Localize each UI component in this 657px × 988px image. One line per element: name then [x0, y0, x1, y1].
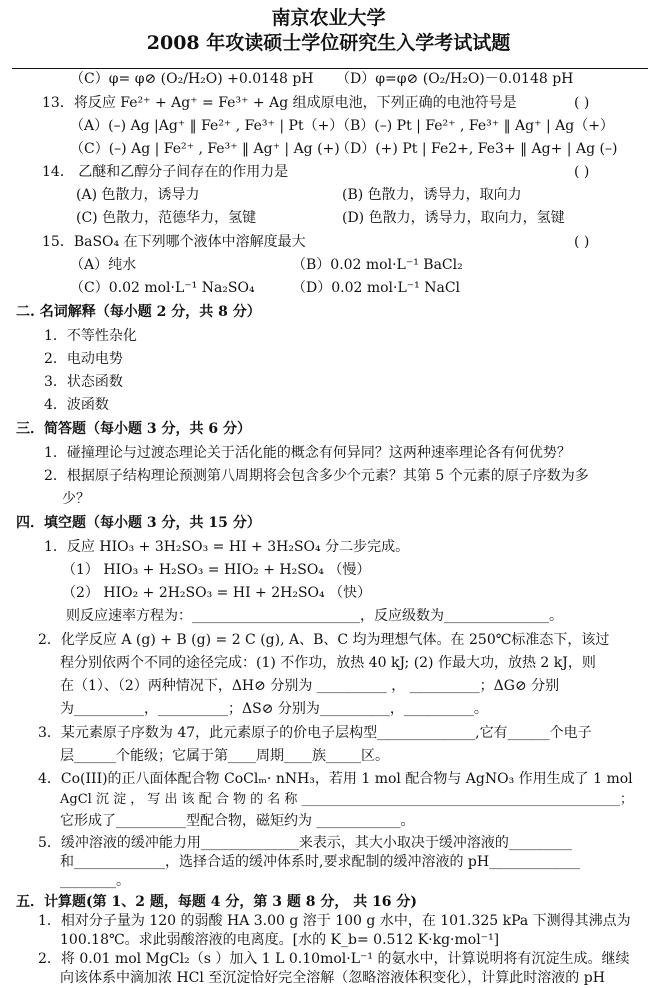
q13-option-d: （D）(+) Pt | Fe2+, Fe3+ ‖ Ag+ | Ag (–)	[336, 141, 618, 157]
q13-answer-paren: ( )	[574, 95, 590, 111]
section-3-q2-line1: 2．根据原子结构理论预测第八周期将会包含多少个元素？其第 5 个元素的原子序数为多	[44, 468, 589, 484]
q14-option-d: (D) 色散力，诱导力，取向力，氢键	[342, 210, 565, 226]
section-3-q1: 1．碰撞理论与过渡态理论关于活化能的概念有何异同？这两种速率理论各有何优势？	[44, 445, 571, 461]
section-3-q2-line2: 少？	[62, 491, 90, 507]
q15-stem: 15．BaSO₄ 在下列哪个液体中溶解度最大	[42, 234, 306, 250]
q13-option-a: （A）(–) Ag |Ag⁺ ‖ Fe²⁺ , Fe³⁺ | Pt（+）	[70, 118, 344, 134]
q15-option-d: （D）0.02 mol·L⁻¹ NaCl	[292, 280, 461, 296]
s4-q4-line2: AgCl 沉 淀 ， 写 出 该 配 合 物 的 名 称 _________________________________________________；	[60, 792, 634, 807]
q15-option-a: （A）纯水	[70, 257, 137, 273]
section-4-title: 四．填空题（每小题 3 分，共 15 分）	[16, 515, 261, 531]
s4-q5-line2: 和_____________，选择合适的缓冲体系时,要求配制的缓冲溶液的 pH_____________	[60, 854, 581, 870]
s5-q2-line2: 向该体系中滴加浓 HCl 至沉淀恰好完全溶解（忽略溶液体积变化），计算此时溶液的 pH	[60, 970, 605, 986]
header-rule	[12, 68, 648, 69]
section-2-title: 二. 名词解释（每小题 2 分，共 8 分）	[16, 304, 261, 320]
section-2-item: 2．电动电势	[44, 351, 123, 367]
s5-q1-line1: 1．相对分子量为 120 的弱酸 HA 3.00 g 溶于 100 g 水中，在 101.325 kPa 下测得其沸点为	[38, 913, 631, 929]
s5-q2-line1: 2．将 0.01 mol MgCl₂（s ）加入 1 L 0.10mol·L⁻¹ 的氨水中，计算说明将有沉淀生成。继续	[38, 951, 630, 967]
s4-q5-line3: ________。	[60, 873, 130, 889]
q14-option-a: (A) 色散力，诱导力	[76, 187, 200, 203]
q15-answer-paren: ( )	[574, 234, 590, 250]
s4-q4-line1: 4．Co(III)的正八面体配合物 CoClₘ· nNH₃，若用 1 mol 配合物与 AgNO₃ 作用生成了 1 mol	[38, 771, 633, 787]
q15-option-b: （B）0.02 mol·L⁻¹ BaCl₂	[292, 257, 463, 273]
q13-option-b: （B）(–) Pt | Fe²⁺ , Fe³⁺ ‖ Ag⁺ | Ag（+）	[336, 118, 614, 134]
exam-title: 2008 年攻读硕士学位研究生入学考试试题	[146, 32, 511, 54]
q12-option-d: （D）φ=φ⊘ (O₂/H₂O)－0.0148 pH	[336, 71, 574, 87]
q13-option-c: （C）(–) Ag | Fe²⁺ , Fe³⁺ ‖ Ag⁺ | Ag (+)	[70, 141, 340, 157]
s4-q1-line2: （1） HIO₃ + H₂SO₃ = HIO₂ + H₂SO₄ （慢）	[62, 562, 371, 578]
s4-q5-line1: 5．缓冲溶液的缓冲能力用______________来表示，其大小取决于缓冲溶液的_________	[38, 835, 572, 851]
q12-option-c: （C）φ= φ⊘ (O₂/H₂O) +0.0148 pH	[70, 71, 314, 87]
q14-option-c: (C) 色散力，范德华力，氢键	[76, 210, 257, 226]
q14-option-b: (B) 色散力，诱导力，取向力	[342, 187, 522, 203]
section-5-title: 五．计算题(第 1、2 题，每题 4 分，第 3 题 8 分， 共 16 分)	[16, 894, 418, 910]
s4-q3-line1: 3．某元素原子序数为 47，此元素原子的价电子层构型______________,它有______个电子	[38, 725, 592, 741]
s5-q1-line2: 100.18℃。求此弱酸溶液的电离度。[水的 K_b= 0.512 K·kg·mol⁻¹]	[60, 932, 500, 948]
s4-q2-line3: 在（1）、（2）两种情况下，ΔH⊘ 分别为 __________ ， __________；ΔG⊘ 分别	[60, 678, 560, 694]
q14-stem: 14． 乙醚和乙醇分子间存在的作用力是	[42, 164, 289, 180]
s4-q1-line4: 则反应速率方程为：________________________，反应级数为_______________。	[66, 608, 563, 624]
section-2-item: 4．波函数	[44, 397, 109, 413]
q13-stem: 13．将反应 Fe²⁺ + Ag⁺ = Fe³⁺ + Ag 组成原电池，下列正确的电池符号是	[42, 95, 517, 111]
s4-q1-line3: （2） HIO₂ + 2H₂SO₃ = HI + 2H₂SO₄ （快）	[62, 585, 372, 601]
university-name: 南京农业大学	[271, 7, 386, 29]
s4-q4-line3: 它形成了__________型配合物，磁矩约为 ____________。	[60, 813, 415, 829]
s4-q3-line2: 层______个能级；它属于第____周期____族_____区。	[60, 748, 389, 764]
s4-q1-line1: 1．反应 HIO₃ + 3H₂SO₃ = HI + 3H₂SO₄ 分二步完成。	[44, 539, 410, 555]
s4-q2-line4: 为__________，__________；ΔS⊘ 分别为__________，__________。	[60, 701, 488, 717]
s4-q2-line2: 程分别依两个不同的途径完成：(1) 不作功，放热 40 kJ; (2) 作最大功，放热 2 kJ，则	[60, 655, 596, 671]
section-3-title: 三．简答题（每小题 3 分，共 6 分）	[16, 421, 251, 437]
q14-answer-paren: ( )	[574, 164, 590, 180]
q15-option-c: （C）0.02 mol·L⁻¹ Na₂SO₄	[70, 280, 255, 296]
s4-q2-line1: 2．化学反应 A (g) + B (g) = 2 C (g), A、B、C 均为理想气体。在 250℃标准态下，该过	[38, 632, 610, 648]
section-2-item: 1．不等性杂化	[44, 328, 137, 344]
section-2-item: 3．状态函数	[44, 374, 123, 390]
